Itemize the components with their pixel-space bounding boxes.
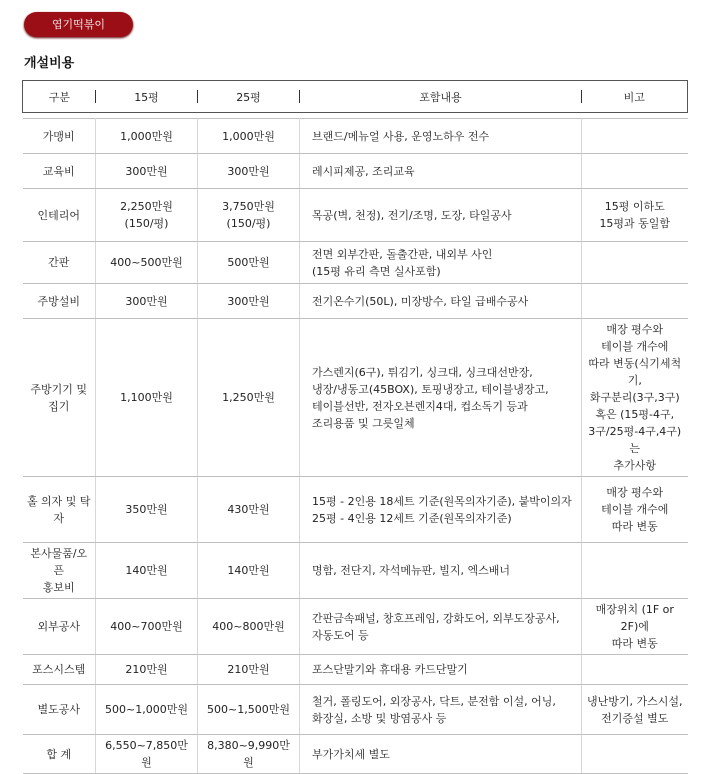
table-row	[23, 599, 688, 655]
cell-15py: 210만원	[96, 655, 198, 685]
cell-category: 본사물품/오픈 홍보비	[23, 543, 96, 599]
cell-category: 인테리어	[23, 189, 96, 242]
cell-15py: 300만원	[96, 154, 198, 189]
cell-note	[582, 119, 688, 154]
cell-note: 매장 평수와 테이블 개수에 따라 변동(식기세척기, 화구분리(3구,3구) 혹은 (15평-4구, 3구/25평-4구,4구)는 추가사항	[582, 319, 688, 477]
header-15py: 15평	[96, 81, 198, 113]
cell-note	[582, 543, 688, 599]
cell-note: 매장 평수와 테이블 개수에 따라 변동	[582, 477, 688, 543]
section-title: 개설비용	[24, 56, 75, 71]
header-included: 포함내용	[300, 81, 582, 113]
cell-included: 부가가치세 별도	[300, 735, 582, 774]
table-row	[23, 119, 688, 154]
header-category: 구분	[23, 81, 96, 113]
cell-included: 철거, 폴링도어, 외장공사, 닥트, 분전함 이설, 어닝, 화장실, 소방 및 방염공사 등	[300, 685, 582, 735]
cell-category: 외부공사	[23, 599, 96, 655]
cell-15py: 300만원	[96, 284, 198, 319]
cell-note	[582, 154, 688, 189]
cell-category: 포스시스템	[23, 655, 96, 685]
cell-15py: 400~500만원	[96, 242, 198, 284]
table-row	[23, 655, 688, 685]
cell-note	[582, 284, 688, 319]
cell-included: 브랜드/메뉴얼 사용, 운영노하우 전수	[300, 119, 582, 154]
cell-category: 홀 의자 및 탁자	[23, 477, 96, 543]
header-note: 비고	[582, 81, 688, 113]
cell-included: 전면 외부간판, 돌출간판, 내외부 사인 (15평 유리 측면 실사포함)	[300, 242, 582, 284]
cell-category: 주방기기 및 집기	[23, 319, 96, 477]
cell-category: 주방설비	[23, 284, 96, 319]
header-25py: 25평	[198, 81, 300, 113]
cell-note	[582, 735, 688, 774]
table-header-row	[23, 81, 688, 113]
cell-15py: 1,100만원	[96, 319, 198, 477]
cell-15py: 2,250만원 (150/평)	[96, 189, 198, 242]
table-row	[23, 685, 688, 735]
cell-note	[582, 655, 688, 685]
cell-included: 레시피제공, 조리교육	[300, 154, 582, 189]
cell-note	[582, 242, 688, 284]
cell-25py: 300만원	[198, 154, 300, 189]
brand-tab[interactable]: 엽기떡볶이	[24, 12, 133, 37]
cell-note: 매장위치 (1F or 2F)에 따라 변동	[582, 599, 688, 655]
cell-category: 교육비	[23, 154, 96, 189]
cell-included: 15평 - 2인용 18세트 기준(원목의자기준), 붙박이의자 25평 - 4인용 12세트 기준(원목의자기준)	[300, 477, 582, 543]
cell-15py: 140만원	[96, 543, 198, 599]
cell-included: 가스렌지(6구), 튀김기, 싱크대, 싱크대선반장, 냉장/냉동고(45BOX), 토핑냉장고, 테이블냉장고, 테이블선반, 전자오븐렌지4대, 컵소독기 등과 조리용품 및 그릇일체	[300, 319, 582, 477]
table-row	[23, 735, 688, 774]
cell-note: 냉난방기, 가스시설, 전기증설 별도	[582, 685, 688, 735]
table-row	[23, 154, 688, 189]
cell-15py: 1,000만원	[96, 119, 198, 154]
cell-25py: 1,250만원	[198, 319, 300, 477]
cell-included: 포스단말기와 휴대용 카드단말기	[300, 655, 582, 685]
cell-25py: 400~800만원	[198, 599, 300, 655]
cell-included: 명함, 전단지, 자석메뉴판, 빌지, 엑스배너	[300, 543, 582, 599]
cell-category: 별도공사	[23, 685, 96, 735]
cell-category: 합 계	[23, 735, 96, 774]
cell-included: 간판금속패널, 창호프레임, 강화도어, 외부도장공사, 자동도어 등	[300, 599, 582, 655]
table-row	[23, 242, 688, 284]
cell-15py: 350만원	[96, 477, 198, 543]
cell-25py: 300만원	[198, 284, 300, 319]
cell-category: 간판	[23, 242, 96, 284]
cell-15py: 6,550~7,850만원	[96, 735, 198, 774]
table-row	[23, 543, 688, 599]
cell-25py: 500만원	[198, 242, 300, 284]
cell-25py: 210만원	[198, 655, 300, 685]
cell-note: 15평 이하도 15평과 동일함	[582, 189, 688, 242]
cell-15py: 400~700만원	[96, 599, 198, 655]
cell-25py: 8,380~9,990만원	[198, 735, 300, 774]
cell-25py: 430만원	[198, 477, 300, 543]
cost-table	[22, 80, 688, 774]
table-row	[23, 319, 688, 477]
cell-included: 목공(벽, 천정), 전기/조명, 도장, 타일공사	[300, 189, 582, 242]
cell-included: 전기온수기(50L), 미장방수, 타일 급배수공사	[300, 284, 582, 319]
cell-25py: 3,750만원 (150/평)	[198, 189, 300, 242]
table-row	[23, 477, 688, 543]
cell-25py: 500~1,500만원	[198, 685, 300, 735]
cell-15py: 500~1,000만원	[96, 685, 198, 735]
cell-category: 가맹비	[23, 119, 96, 154]
table-row	[23, 284, 688, 319]
cell-25py: 140만원	[198, 543, 300, 599]
table-row	[23, 189, 688, 242]
cell-25py: 1,000만원	[198, 119, 300, 154]
